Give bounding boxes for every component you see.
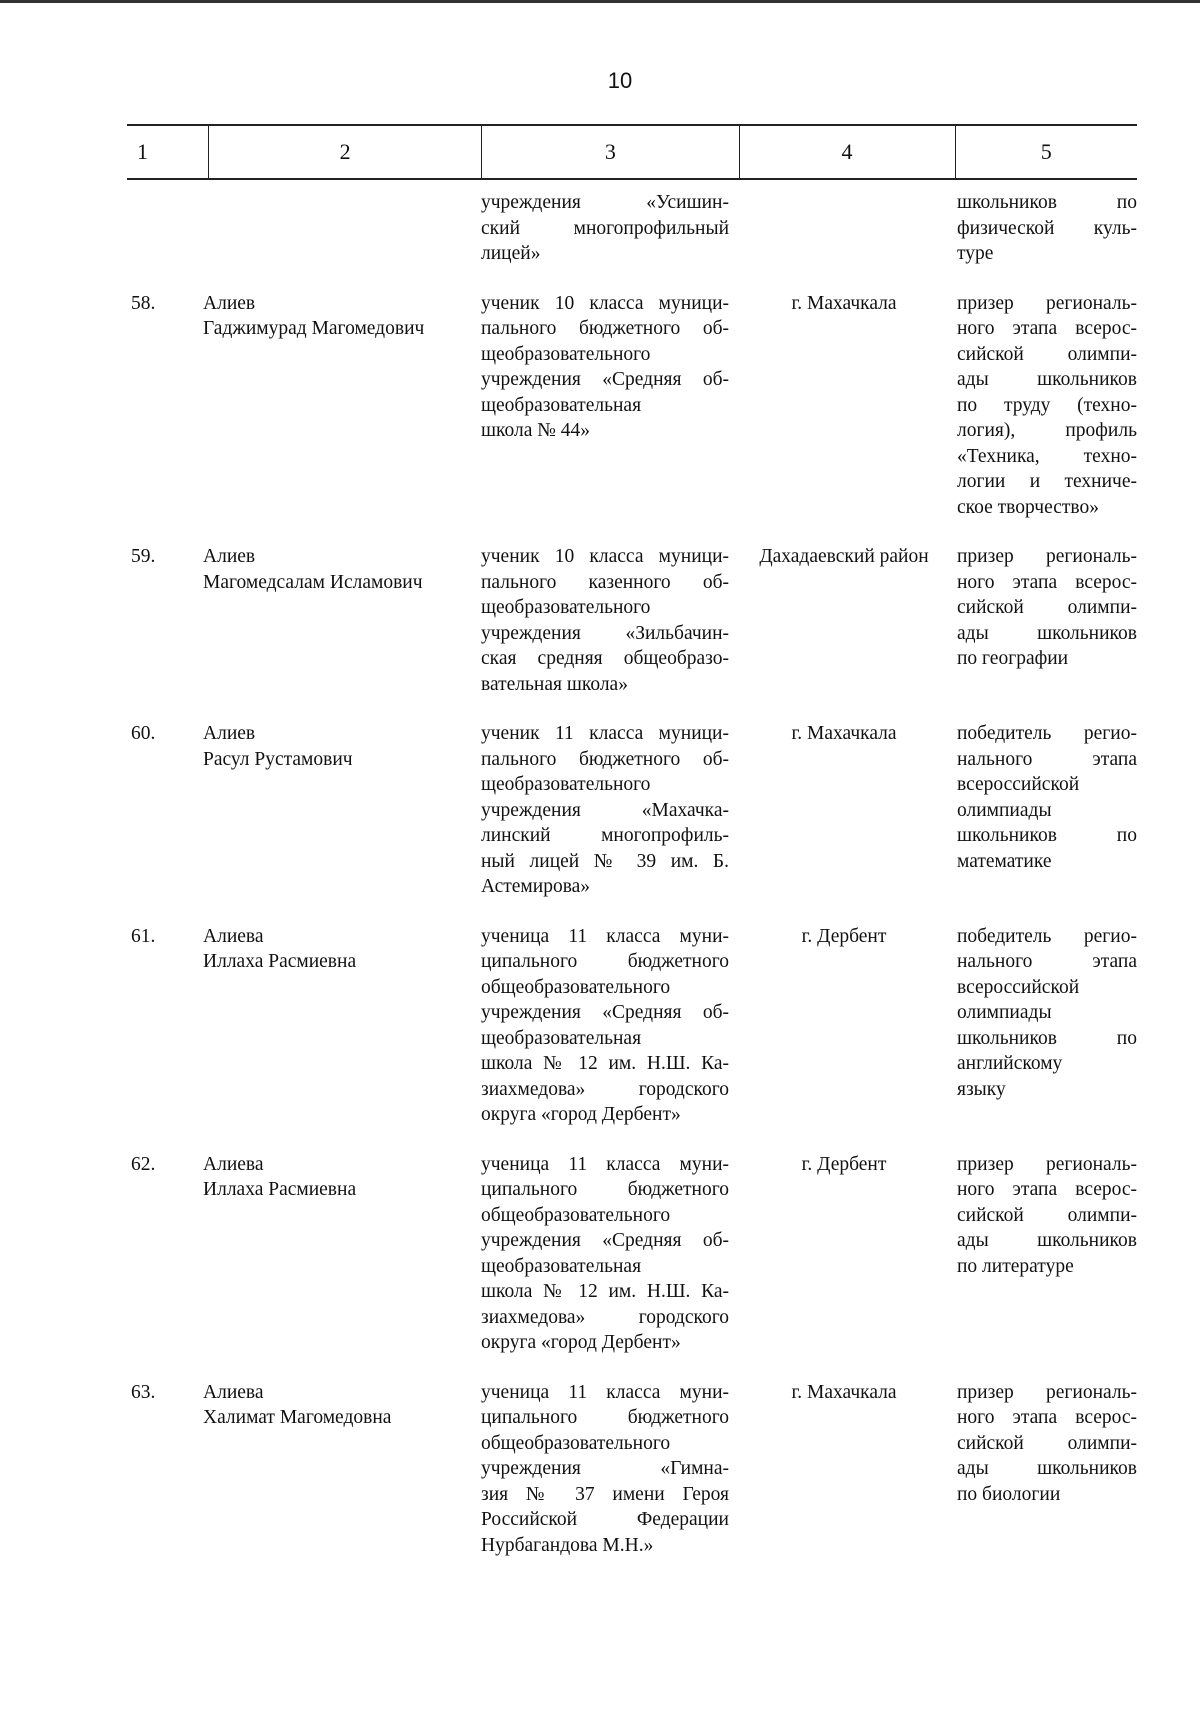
achievement-line: ады школьников (957, 622, 1137, 644)
achievement-line: языку (957, 1078, 1006, 1100)
page-top-border (0, 0, 1200, 3)
institution-line: щеобразовательная (481, 1027, 642, 1049)
achievement-line: ного этапа всерос- (957, 571, 1137, 593)
institution-line: ученица 11 класса муни- (481, 1153, 729, 1175)
achievement-line: по биологии (957, 1483, 1061, 1505)
name-line: Иллаха Расмиевна (203, 1179, 357, 1200)
institution (475, 1380, 735, 1559)
achievement-line: по литературе (957, 1255, 1074, 1277)
institution-line: учреждения «Гимна- (481, 1458, 729, 1479)
institution (475, 544, 735, 697)
achievement (953, 1380, 1137, 1559)
institution-line: ципального бюджетного (481, 1407, 729, 1428)
institution-line: вательная школа» (481, 673, 628, 695)
institution-line: ученик 10 класса муници- (481, 292, 729, 314)
institution-line: учреждения «Усишин- (481, 192, 729, 213)
table-row (127, 1380, 1137, 1559)
institution-line: зия № 37 имени Героя (481, 1483, 729, 1505)
achievement (953, 190, 1137, 267)
student-name (199, 190, 475, 267)
header-col-2: 2 (208, 126, 481, 178)
achievement-line: победитель регио- (957, 723, 1137, 744)
institution-line: общеобразовательного (481, 1204, 671, 1226)
institution-line: щеобразовательного (481, 774, 651, 795)
institution-line: округа «город Дербент» (481, 1332, 681, 1353)
institution-line: Астемирова» (481, 876, 591, 897)
institution-line: ская средняя общеобразо- (481, 648, 729, 669)
table-row (127, 291, 1137, 521)
name-line: Гаджимурад Магомедович (203, 318, 425, 339)
institution (475, 721, 735, 900)
achievement-line: ады школьников (957, 1458, 1137, 1479)
institution-line: общеобразовательного (481, 976, 671, 998)
achievement-line: физической куль- (957, 217, 1137, 239)
name-line: Алиев (203, 723, 256, 744)
header-col-4: 4 (739, 126, 955, 178)
achievement-line: олимпиады (957, 1002, 1052, 1023)
institution-line: учреждения «Средняя об- (481, 1002, 729, 1023)
institution (475, 291, 735, 521)
achievement-line: нального этапа (957, 951, 1137, 972)
achievement (953, 924, 1137, 1128)
institution (475, 1152, 735, 1356)
name-line: Алиева (203, 925, 264, 947)
table-row (127, 1152, 1137, 1356)
achievement-line: логии и техниче- (957, 471, 1137, 492)
institution-line: общеобразовательного (481, 1432, 671, 1454)
row-number: 60. (131, 723, 156, 744)
location: г. Махачкала (791, 292, 897, 314)
table-row (127, 544, 1137, 697)
achievement-line: ады школьников (957, 369, 1137, 390)
achievement (953, 1152, 1137, 1356)
row-number (127, 190, 199, 267)
location: г. Дербент (801, 925, 887, 947)
institution-line: ципального бюджетного (481, 951, 729, 972)
institution-line: щеобразовательного (481, 343, 651, 365)
achievement (953, 544, 1137, 697)
student-name (199, 1380, 475, 1559)
student-name (199, 1152, 475, 1356)
achievement-line: школьников по (957, 825, 1137, 846)
achievement-line: сийской олимпи- (957, 343, 1137, 365)
achievement-line: по географии (957, 648, 1069, 669)
location (735, 190, 953, 267)
institution-line: учреждения «Средняя об- (481, 1230, 729, 1251)
name-line: Магомедсалам Исламович (203, 571, 423, 593)
location: г. Махачкала (791, 1381, 897, 1403)
achievement-line: победитель регио- (957, 925, 1137, 947)
name-line: Иллаха Расмиевна (203, 951, 357, 972)
row-number: 62. (131, 1153, 156, 1175)
table-row (127, 721, 1137, 900)
institution-line: щеобразовательная (481, 394, 642, 416)
institution-line: учреждения «Махачка- (481, 799, 729, 821)
institution-line: ученик 11 класса муници- (481, 723, 729, 744)
achievement-line: школьников по (957, 192, 1137, 213)
achievement-line: сийской олимпи- (957, 597, 1137, 618)
institution-line: пального казенного об- (481, 571, 729, 593)
row-number: 58. (131, 292, 156, 314)
table-row (127, 190, 1137, 267)
institution-line: Нурбагандова М.Н.» (481, 1534, 654, 1556)
name-line: Алиева (203, 1381, 264, 1403)
table-header (127, 124, 1137, 180)
achievement-line: призер региональ- (957, 292, 1137, 314)
achievement-line: английскому (957, 1053, 1063, 1074)
row-number: 63. (131, 1381, 156, 1403)
institution-line: школа № 12 им. Н.Ш. Ка- (481, 1281, 729, 1302)
institution-line: линский многопрофиль- (481, 825, 729, 846)
institution-line: пального бюджетного об- (481, 318, 729, 339)
name-line: Алиев (203, 292, 256, 314)
achievement-line: ного этапа всерос- (957, 1179, 1137, 1200)
row-number: 59. (131, 546, 156, 567)
achievement-line: логия), профиль (957, 420, 1137, 441)
header-col-1: 1 (137, 139, 148, 164)
institution-line: ный лицей № 39 им. Б. (481, 850, 729, 872)
institution-line: школа № 12 им. Н.Ш. Ка- (481, 1053, 729, 1074)
location: Дахадаевский район (759, 546, 929, 567)
achievement (953, 291, 1137, 521)
achievement-line: всероссийской (957, 976, 1080, 998)
institution-line: ученица 11 класса муни- (481, 925, 729, 947)
achievement-line: олимпиады (957, 799, 1052, 821)
achievement-line: ское творчество» (957, 496, 1099, 518)
header-col-3: 3 (481, 126, 738, 178)
institution-line: Российской Федерации (481, 1509, 729, 1530)
institution-line: ученик 10 класса муници- (481, 546, 729, 567)
achievement (953, 721, 1137, 900)
location: г. Дербент (801, 1153, 887, 1175)
row-number: 61. (131, 925, 156, 947)
name-line: Алиев (203, 546, 256, 567)
achievement-line: сийской олимпи- (957, 1204, 1137, 1226)
institution-line: лицей» (481, 243, 541, 264)
header-col-5: 5 (955, 126, 1137, 178)
name-line: Расул Рустамович (203, 748, 353, 770)
institution-line: зиахмедова» городского (481, 1306, 729, 1328)
institution-line: ский многопрофильный (481, 217, 729, 239)
achievement-line: «Техника, техно- (957, 445, 1137, 467)
achievement-line: ного этапа всерос- (957, 318, 1137, 339)
achievement-line: призер региональ- (957, 546, 1137, 567)
achievement-line: ады школьников (957, 1230, 1137, 1251)
institution-line: щеобразовательного (481, 597, 651, 618)
name-line: Халимат Магомедовна (203, 1407, 392, 1428)
location: г. Махачкала (791, 723, 897, 744)
achievement-line: призер региональ- (957, 1153, 1137, 1175)
institution-line: школа № 44» (481, 420, 590, 441)
institution-line: щеобразовательная (481, 1255, 642, 1277)
institution-line: округа «город Дербент» (481, 1104, 681, 1125)
table-row (127, 924, 1137, 1128)
achievement-line: призер региональ- (957, 1381, 1137, 1403)
achievement-line: по труду (техно- (957, 394, 1137, 416)
achievement-line: сийской олимпи- (957, 1432, 1137, 1454)
student-name (199, 544, 475, 697)
achievement-line: нального этапа (957, 748, 1137, 770)
achievement-line: туре (957, 243, 994, 264)
institution-line: зиахмедова» городского (481, 1078, 729, 1100)
page-number: 10 (607, 68, 633, 93)
student-name (199, 924, 475, 1128)
student-name (199, 291, 475, 521)
student-name (199, 721, 475, 900)
achievement-line: всероссийской (957, 774, 1080, 795)
achievement-line: ного этапа всерос- (957, 1407, 1137, 1428)
institution-line: учреждения «Средняя об- (481, 369, 729, 390)
institution-line: ципального бюджетного (481, 1179, 729, 1200)
institution-line: пального бюджетного об- (481, 748, 729, 770)
achievement-line: математике (957, 850, 1052, 872)
institution-line: учреждения «Зильбачин- (481, 622, 729, 644)
table-body (127, 190, 1137, 1558)
achievement-line: школьников по (957, 1027, 1137, 1049)
name-line: Алиева (203, 1153, 264, 1175)
institution (475, 924, 735, 1128)
institution (475, 190, 735, 267)
institution-line: ученица 11 класса муни- (481, 1381, 729, 1403)
